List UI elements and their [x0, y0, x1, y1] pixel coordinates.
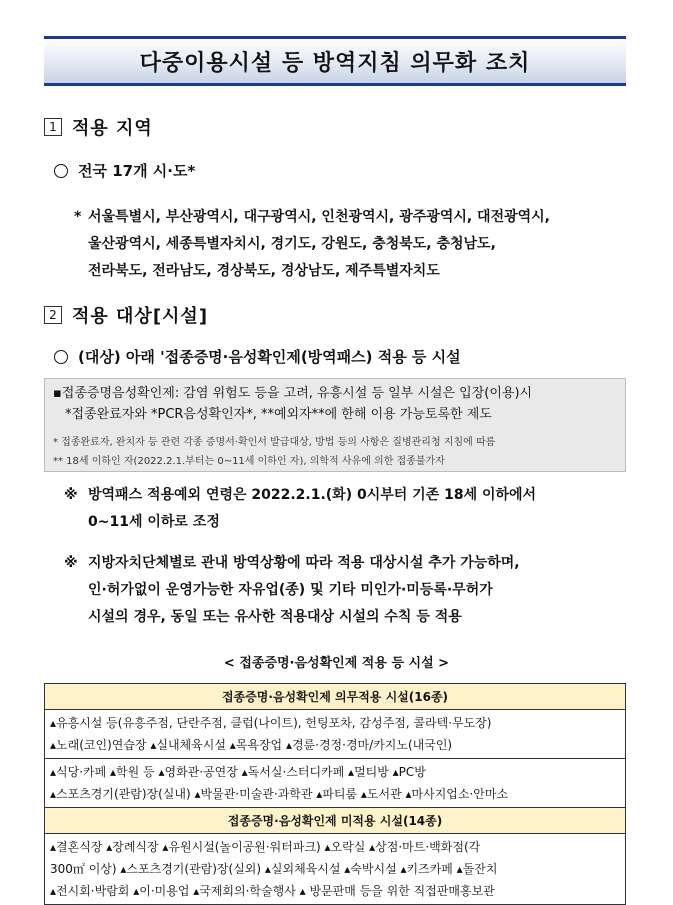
table-row: 300㎡ 이상) ▴스포츠경기(관람)장(실외) ▴실외체육시설 ▴숙박시설 ▴키즈카페 ▴돌잔치	[50, 862, 498, 876]
definition-line-1: ▪접종증명음성확인제: 감염 위험도 등을 고려, 유흥시설 등 일부 시설은 입장(이용)시	[53, 386, 533, 401]
definition-footnote-1: * 접종완료자, 완치자 등 관련 각종 증명서·확인서 발급대상, 방법 등의 사항은 질병관리청 지침에 따름	[53, 437, 496, 448]
footnote-star: *	[74, 209, 82, 225]
region-line-3: 전라북도, 전라남도, 경상북도, 경상남도, 제주특별자치도	[88, 263, 440, 279]
section1-point	[54, 160, 195, 181]
definition-line-2: *접종완료자와 *PCR음성확인자*, **예외자**에 한해 이용 가능토록한 제도	[65, 407, 492, 422]
mandatory-list-a	[45, 710, 626, 759]
note-age-exemption: ※ 방역패스 적용예외 연령은 2022.2.1.(화) 0시부터 기존 18세 이하에서 0~11세 이하로 조정	[64, 482, 639, 536]
section2-point	[54, 346, 461, 367]
document-title: 다중이용시설 등 방역지침 의무화 조치	[139, 50, 531, 76]
vaccine-pass-definition-box	[44, 378, 626, 472]
section2-point-text: (대상) 아래 '접종증명·음성확인제(방역패스) 적용 등 시설	[78, 348, 461, 366]
facility-table	[44, 683, 626, 905]
region-line-1: * 서울특별시, 부산광역시, 대구광역시, 인천광역시, 광주광역시, 대전광역시,	[74, 204, 634, 231]
document-title-box	[44, 36, 626, 86]
table-row: ▴스포츠경기(관람)장(실내) ▴박물관·미술관·과학관 ▴파티룸 ▴도서관 ▴마사지업소·안마소	[50, 787, 509, 801]
table-row: ▴전시회·박람회 ▴이·미용업 ▴국제회의·학술행사 ▴ 방문판매 등을 위한 직접판매홍보관	[50, 884, 495, 898]
reference-mark-icon: ※	[64, 555, 78, 571]
circle-bullet-icon	[54, 164, 68, 178]
nonmandatory-list	[45, 834, 626, 905]
table-row: ▴유흥시설 등(유흥주점, 단란주점, 클럽(나이트), 헌팅포차, 감성주점, 콜라텍·무도장)	[50, 716, 492, 730]
section1-heading	[44, 114, 153, 140]
note-local-government: ※ 지방자치단체별로 관내 방역상황에 따라 적용 대상시설 추가 가능하며, 인·허가없이 운영가능한 자유업(종) 및 기타 미인가·미등록·무허가 시설의 경우, 동일 또는 유사한 적용대상 시설의 수칙 등 적용	[64, 550, 639, 631]
table-row: ▴식당·카페 ▴학원 등 ▴영화관·공연장 ▴독서실·스터디카페 ▴멀티방 ▴PC방	[50, 765, 426, 779]
mandatory-header: 접종증명·음성확인제 의무적용 시설(16종)	[45, 684, 626, 710]
nonmandatory-header: 접종증명·음성확인제 미적용 시설(14종)	[45, 808, 626, 834]
table-row: ▴결혼식장 ▴장례식장 ▴유원시설(놀이공원·워터파크) ▴오락실 ▴상점·마트·백화점(각	[50, 840, 481, 854]
section1-point-text: 전국 17개 시·도*	[78, 162, 196, 180]
definition-text	[53, 383, 619, 425]
section2-heading	[44, 302, 208, 328]
section2-number: 2	[44, 306, 62, 324]
region-list	[74, 204, 634, 285]
reference-mark-icon: ※	[64, 487, 78, 503]
definition-footnote-2: ** 18세 이하인 자(2022.2.1.부터는 0~11세 이하인 자), 의학적 사유에 의한 접종불가자	[53, 456, 445, 467]
section1-number: 1	[44, 118, 62, 136]
section2-title: 적용 대상[시설]	[72, 306, 209, 327]
table-caption: < 접종증명·음성확인제 적용 등 시설 >	[223, 656, 450, 671]
mandatory-list-b	[45, 759, 626, 808]
table-row: ▴노래(코인)연습장 ▴실내체육시설 ▴목욕장업 ▴경륜·경정·경마/카지노(내국인)	[50, 738, 453, 752]
circle-bullet-icon	[54, 350, 68, 364]
section1-title: 적용 지역	[72, 118, 153, 139]
region-line-2: 울산광역시, 세종특별자치시, 경기도, 강원도, 충청북도, 충청남도,	[88, 236, 496, 252]
